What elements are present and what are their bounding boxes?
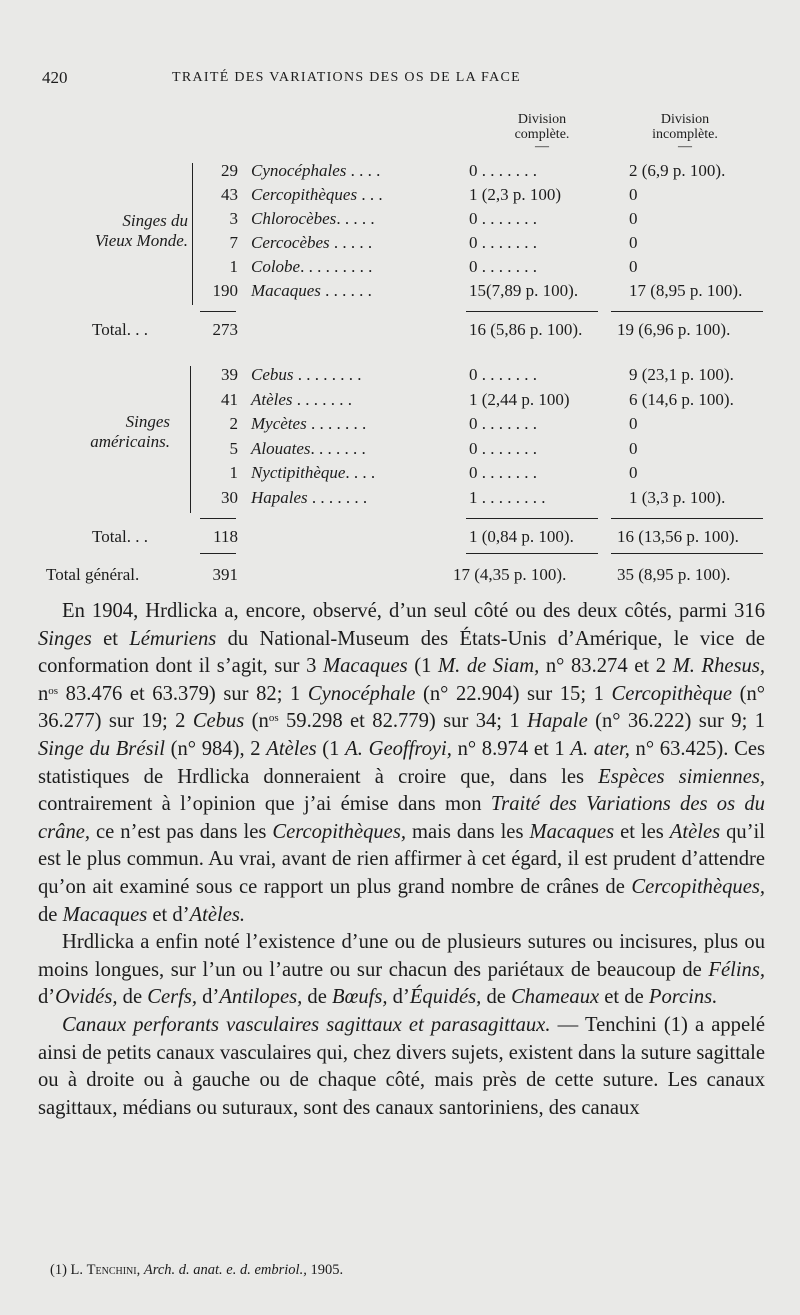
- leader-dots: . . . . . . .: [307, 487, 368, 507]
- italic-run: Espèces simiennes,: [598, 765, 766, 788]
- row-incomplete: 0: [629, 438, 638, 458]
- statistics-table: [0, 0, 800, 600]
- italic-run: Lémuriens: [129, 627, 217, 650]
- italic-run: Singes: [38, 627, 92, 650]
- text-run: d’: [197, 986, 220, 1009]
- column-head-dash: —: [535, 139, 549, 154]
- row-count: 7: [229, 233, 238, 252]
- row-count: 43: [221, 185, 238, 204]
- row-count: 29: [221, 161, 238, 180]
- row-name: [251, 390, 352, 410]
- grand-total-count: 391: [212, 565, 238, 584]
- group-label-line: Vieux Monde.: [94, 231, 188, 250]
- text-run: n: [38, 682, 49, 705]
- row-count: 5: [229, 438, 238, 458]
- footnote-journal: Arch. d. anat. e. d. embriol.,: [143, 1262, 307, 1278]
- sum-rule: [466, 311, 598, 312]
- sum-rule: [200, 311, 236, 312]
- text-run: de: [38, 903, 63, 926]
- italic-run: A. ater,: [570, 737, 630, 760]
- row-count: 3: [229, 209, 238, 228]
- italic-run: Cerfs,: [147, 986, 198, 1009]
- column-head-line: Division: [660, 112, 710, 127]
- taxon-name: Cercocèbes: [251, 233, 330, 252]
- row-incomplete: 2 (6,9 p. 100).: [629, 161, 726, 180]
- text-run: de: [481, 986, 512, 1009]
- column-head-line: complète.: [514, 127, 570, 142]
- group-label-line: Singes: [125, 412, 170, 431]
- row-name: [251, 488, 367, 508]
- row-count: 1: [229, 463, 238, 482]
- italic-run: Équidés,: [409, 986, 482, 1009]
- superscript: os: [268, 712, 279, 725]
- sum-rule: [466, 553, 598, 554]
- row-complete: 0 . . . . . . .: [469, 365, 537, 384]
- leader-dots: . . . . . . .: [306, 414, 367, 433]
- text-run: et: [91, 627, 130, 650]
- grand-total-complete: 17 (4,35 p. 100).: [453, 565, 567, 584]
- total-incomplete: 16 (13,56 p. 100).: [617, 527, 739, 546]
- column-head-line: incomplète.: [652, 127, 718, 142]
- leader-dots: . . . . . . . . .: [300, 257, 373, 276]
- taxon-name: Mycètes: [251, 414, 307, 433]
- row-incomplete: 1 (3,3 p. 100).: [629, 487, 726, 507]
- taxon-name: Nyctipithèque: [251, 463, 346, 482]
- italic-run: Cercopithèques,: [631, 875, 765, 898]
- group-label-line: Singes du: [122, 211, 188, 230]
- sum-rule: [611, 518, 763, 519]
- italic-run: Macaques: [62, 903, 148, 926]
- sum-rule: [200, 518, 236, 519]
- total-label: Total. . .: [92, 320, 148, 339]
- row-incomplete: 6 (14,6 p. 100).: [629, 389, 734, 409]
- row-name: [251, 463, 375, 483]
- text-run: (n° 36.277) sur 19; 2: [38, 682, 765, 733]
- text-run: contrairement à l’opinion que j’ai émise dans mon: [38, 793, 491, 816]
- row-complete: 0 . . . . . . .: [469, 414, 537, 433]
- italic-run: Cercopithèques,: [272, 820, 406, 843]
- row-complete: 0 . . . . . . .: [469, 233, 537, 252]
- text-run: — Tenchini (1) a appelé ainsi de petits canaux vasculaires qui, chez divers sujets, existent dans la suture sagittale ou à droite ou à gauche ou de chaque côté, mais près de cette suture. Les canaux sagittaux, médians ou suturaux, sont des canaux santoriniens, des canaux: [38, 1013, 765, 1119]
- row-complete: 1 . . . . . . . .: [469, 487, 546, 507]
- italic-run: Hapale: [527, 710, 588, 733]
- text-run: (n° 22.904) sur 15; 1: [415, 682, 612, 705]
- italic-run: Atèles: [669, 820, 721, 843]
- group-brace: [192, 163, 193, 305]
- row-incomplete: 9 (23,1 p. 100).: [629, 365, 734, 384]
- row-complete: 0 . . . . . . .: [469, 257, 537, 276]
- column-head-dash: —: [678, 139, 692, 154]
- italic-run: Cebus: [192, 710, 245, 733]
- row-incomplete: 0: [629, 257, 638, 276]
- group-brace: [190, 366, 191, 513]
- text-run: et les: [614, 820, 670, 843]
- grand-total-incomplete: 35 (8,95 p. 100).: [617, 565, 731, 584]
- sum-rule: [611, 553, 763, 554]
- italic-run: Antilopes,: [219, 986, 303, 1009]
- leader-dots: . . . . .: [329, 233, 373, 252]
- total-count: 118: [213, 527, 238, 546]
- body-text: [38, 598, 765, 1122]
- text-run: 59.298 et 82.779) sur 34; 1: [278, 710, 528, 733]
- text-run: ce n’est pas dans les: [90, 820, 273, 843]
- paragraph: [38, 1012, 765, 1122]
- taxon-name: Alouates: [251, 438, 311, 458]
- paragraph: [38, 598, 765, 929]
- leader-dots: . . . . . .: [320, 281, 372, 300]
- page-number: 420: [42, 68, 68, 87]
- group-label-old-world: [8, 211, 188, 251]
- row-complete: 1 (2,44 p. 100): [469, 389, 570, 409]
- italic-run: M. Rhesus,: [672, 655, 765, 678]
- row-incomplete: 0: [629, 185, 638, 204]
- text-run: du National-Museum des États-Unis d’Amérique, le vice de conformation dont il s’agit, sur 3: [38, 627, 765, 678]
- row-name: [251, 185, 383, 205]
- group-label-line: américains.: [90, 432, 170, 451]
- leader-dots: . . . . .: [336, 209, 375, 228]
- leader-dots: . . . .: [345, 463, 376, 482]
- row-incomplete: 0: [629, 233, 638, 252]
- text-run: n° 83.274 et 2: [539, 655, 673, 678]
- taxon-name: Macaques: [251, 281, 321, 300]
- total-complete: 1 (0,84 p. 100).: [469, 527, 574, 546]
- footnote: [50, 1262, 343, 1279]
- column-head-complete: [492, 112, 592, 154]
- italic-run: Ovidés,: [55, 986, 118, 1009]
- italic-run: Atèles.: [189, 903, 246, 926]
- text-run: et de: [599, 986, 649, 1009]
- taxon-name: Cynocéphales: [251, 161, 347, 180]
- text-run: n° 63.425). Ces statistiques de Hrdlicka donneraient à croire que, dans les: [38, 737, 765, 788]
- italic-run: M. de Siam,: [437, 655, 540, 678]
- group-label-american: [0, 412, 170, 452]
- leader-dots: . . . .: [346, 161, 381, 180]
- leader-dots: . . . . . . . .: [293, 365, 362, 384]
- leader-dots: . . . . . . .: [310, 438, 366, 458]
- row-name: [251, 281, 372, 301]
- grand-total-label: Total général.: [46, 565, 140, 584]
- text-run: (1: [316, 737, 346, 760]
- row-name: [251, 257, 372, 277]
- italic-run: Félins,: [708, 958, 765, 981]
- row-count: 1: [229, 257, 238, 276]
- sum-rule: [466, 518, 598, 519]
- row-complete: 15(7,89 p. 100).: [469, 281, 579, 300]
- text-run: (n: [244, 710, 269, 733]
- taxon-name: Cebus: [251, 365, 294, 384]
- text-run: (n° 984), 2: [164, 737, 267, 760]
- text-run: d’: [387, 986, 410, 1009]
- taxon-name: Chlorocèbes: [251, 209, 337, 228]
- sum-rule: [611, 311, 763, 312]
- row-name: [251, 365, 362, 385]
- italic-run: Porcins.: [648, 986, 718, 1009]
- text-run: 83.476 et 63.379) sur 82; 1: [58, 682, 308, 705]
- leader-dots: . . .: [357, 185, 383, 204]
- text-run: de: [117, 986, 148, 1009]
- row-count: 190: [212, 281, 238, 300]
- column-head-incomplete: [630, 112, 740, 154]
- paragraph: [38, 929, 765, 1012]
- text-run: mais dans les: [405, 820, 530, 843]
- row-complete: 0 . . . . . . .: [469, 438, 537, 458]
- text-run: (1: [407, 655, 438, 678]
- row-count: 39: [221, 365, 238, 384]
- section-heading-run: Canaux perforants vasculaires sagittaux et parasagittaux.: [62, 1013, 551, 1036]
- taxon-name: Atèles: [251, 389, 293, 409]
- italic-run: Atèles: [266, 737, 317, 760]
- row-name: [251, 161, 380, 181]
- italic-run: Traité des Variations des os du crâne,: [38, 793, 765, 843]
- italic-run: Singe du Brésil: [38, 737, 165, 760]
- taxon-name: Hapales: [251, 487, 308, 507]
- row-incomplete: 0: [629, 209, 638, 228]
- row-complete: 1 (2,3 p. 100): [469, 185, 562, 204]
- total-complete: 16 (5,86 p. 100).: [469, 320, 583, 339]
- text-run: et d’: [147, 903, 190, 926]
- text-run: En 1904, Hrdlicka a, encore, observé, d’un seul côté ou des deux côtés, parmi 316: [62, 600, 765, 622]
- leader-dots: . . . . . . .: [292, 389, 353, 409]
- italic-run: Cynocéphale: [307, 682, 416, 705]
- footnote-mark: (1) L.: [50, 1262, 87, 1278]
- row-name: [251, 233, 372, 253]
- italic-run: Macaques: [322, 655, 408, 678]
- text-run: qu’il est le plus commun. Au vrai, avant de rien affirmer à cet égard, il est prudent d’attendre qu’on ait examiné sous ce rapport un plus grand nombre de crânes de: [38, 820, 766, 898]
- superscript: os: [48, 684, 59, 697]
- footnote-year: 1905.: [306, 1262, 344, 1278]
- running-title: TRAITÉ DES VARIATIONS DES OS DE LA FACE: [172, 70, 521, 85]
- row-complete: 0 . . . . . . .: [469, 209, 537, 228]
- italic-run: Cercopithèque: [611, 682, 733, 705]
- text-run: (n° 36.222) sur 9; 1: [587, 710, 765, 733]
- text-run: Hrdlicka a enfin noté l’existence d’une ou de plusieurs sutures ou incisures, plus ou moins longues, sur l’un ou l’autre ou sur chacun des pariétaux de beaucoup de: [38, 931, 765, 981]
- text-run: de: [302, 986, 333, 1009]
- text-run: n° 8.974 et 1: [451, 737, 571, 760]
- total-incomplete: 19 (6,96 p. 100).: [617, 320, 731, 339]
- footnote-author: Tenchini,: [86, 1262, 141, 1278]
- row-complete: 0 . . . . . . .: [469, 463, 537, 482]
- row-count: 30: [221, 487, 238, 507]
- row-count: 41: [221, 389, 238, 409]
- row-name: [251, 209, 375, 229]
- italic-run: Bœufs,: [332, 986, 388, 1009]
- total-count: 273: [212, 320, 238, 339]
- row-incomplete: 0: [629, 463, 638, 482]
- text-run: d’: [38, 986, 56, 1009]
- column-head-line: Division: [517, 112, 567, 127]
- row-incomplete: 17 (8,95 p. 100).: [629, 281, 743, 300]
- row-complete: 0 . . . . . . .: [469, 161, 537, 180]
- taxon-name: Colobe: [251, 257, 301, 276]
- row-count: 2: [229, 414, 238, 433]
- italic-run: A. Geoffroyi,: [345, 737, 452, 760]
- total-label: Total. . .: [92, 527, 148, 546]
- italic-run: Macaques: [529, 820, 615, 843]
- row-name: [251, 439, 366, 459]
- row-incomplete: 0: [629, 414, 638, 433]
- taxon-name: Cercopithèques: [251, 185, 358, 204]
- italic-run: Chameaux: [511, 986, 600, 1009]
- sum-rule: [200, 553, 236, 554]
- row-name: [251, 414, 366, 434]
